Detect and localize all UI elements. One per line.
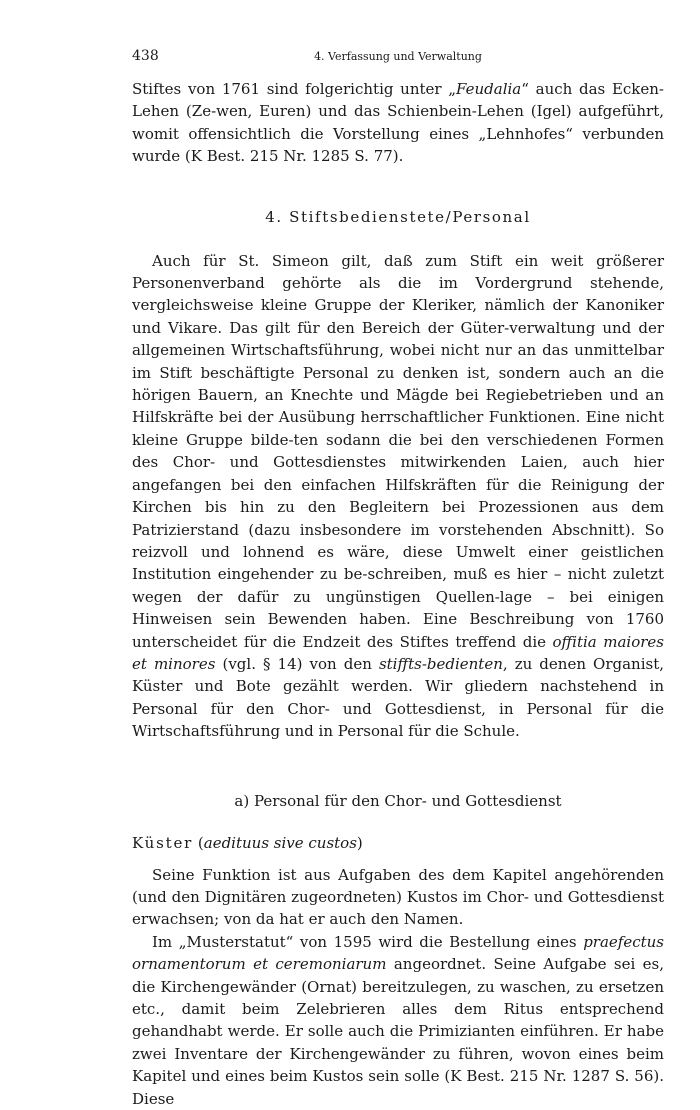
intro-paragraph: Stiftes von 1761 sind folgerichtig unter „Feudalia“ auch das Ecken-Lehen (Ze-wen, Euren) und das Schienbein-Lehen (Igel) aufgeführt, womit offensichtlich die Vorstellung eines „Lehnhofes“ verbunden wurde (K Best. 215 Nr. 1285 S. 77). <box>132 80 664 166</box>
entry-paragraph-2: Im „Musterstatut“ von 1595 wird die Bestellung eines praefectus ornamentorum et ceremoniarum angeordnet. Seine Aufgabe sei es, die Kirchengewänder (Ornat) bereitzulegen, zu waschen, zu ersetzen etc., damit beim Zelebrieren alles dem Ritus entsprechend gehandhabt werde. Er solle auch die Primizianten einführen. Er habe zwei Inventare der Kirchengewänder zu führen, wovon eines beim Kapitel und eines beim Kustos sein solle (K Best. 215 Nr. 1287 S. 56). Diese <box>132 932 664 1108</box>
page-number: 438 <box>132 48 159 64</box>
subsection-heading: a) Personal für den Chor- und Gottesdienst <box>234 791 562 810</box>
entry-latin-term: aedituus sive custos <box>203 833 357 852</box>
running-title: 4. Verfassung und Verwaltung <box>314 50 482 63</box>
running-head <box>132 48 664 70</box>
book-page <box>132 48 664 1110</box>
entry-heading: Küster (aedituus sive custos) <box>132 833 363 852</box>
entry-paragraph-1: Seine Funktion ist aus Aufgaben des dem Kapitel angehörenden (und den Dignitären zugeordneten) Kustos im Chor- und Gottesdienst erwachsen; von da hat er auch den Namen. <box>132 865 664 929</box>
section-heading: 4. Stiftsbedienstete/Personal <box>265 207 531 226</box>
entry-keyword: Küster <box>132 833 194 852</box>
section-paragraph: Auch für St. Simeon gilt, daß zum Stift ein weit größerer Personenverband gehörte als die im Vordergrund stehende, vergleichsweise kleine Gruppe der Kleriker, nämlich der Kanoniker und Vikare. Das gilt für den Bereich der Güter-verwaltung und der allgemeinen Wirtschaftsführung, wobei nicht nur an das unmittelbar im Stift beschäftigte Personal zu denken ist, sondern auch an die hörigen Bauern, an Knechte und Mägde bei Regiebetrieben und an Hilfskräfte bei der Ausübung herrschaftlicher Funktionen. Eine nicht kleine Gruppe bilde-ten sodann die bei den verschiedenen Formen des Chor- und Gottesdienstes mitwirkenden Laien, auch hier angefangen bei den einfachen Hilfskräften für die Reinigung der Kirchen bis hin zu den Begleitern bei Prozessionen aus dem Patrizierstand (dazu insbesondere im vorstehenden Abschnitt). So reizvoll und lohnend es wäre, diese Umwelt einer geistlichen Institution eingehender zu be-schreiben, muß es hier – nicht zuletzt wegen der dafür zu ungünstigen Quellen-lage – bei einigen Hinweisen sein Bewenden haben. Eine Beschreibung von 1760 unterscheidet für die Endzeit des Stiftes treffend die offitia maiores et minores (vgl. § 14) von den stiffts-bedienten, zu denen Organist, Küster und Bote gezählt werden. Wir gliedern nachstehend in Personal für den Chor- und Gottesdienst, in Personal für die Wirtschaftsführung und in Personal für die Schule. <box>132 251 664 741</box>
